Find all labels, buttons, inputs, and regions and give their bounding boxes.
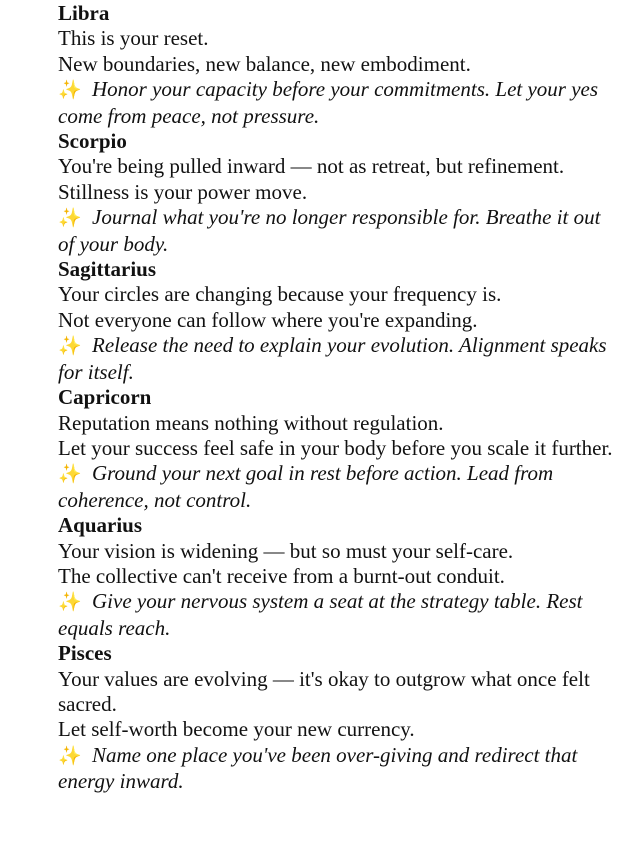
affirmation-text: Ground your next goal in rest before action. Lead from coherence, not control. [58,461,554,512]
affirmation-text: Give your nervous system a seat at the strategy table. Rest equals reach. [58,589,583,640]
sparkles-icon: ✨ [58,463,82,486]
sign-heading: Aquarius [58,513,143,538]
sign-libra [58,1,616,129]
sign-text-line: This is your reset. [58,26,209,51]
sign-sagittarius [58,257,616,385]
affirmation [58,461,616,513]
sign-text-line: Your circles are changing because your frequency is. [58,282,502,307]
sparkles-icon: ✨ [58,335,82,358]
sign-aquarius [58,513,616,641]
sign-text-line: You're being pulled inward — not as retreat, but refinement. [58,154,565,179]
affirmation-text: Journal what you're no longer responsible for. Breathe it out of your body. [58,205,601,256]
sign-text-line: Stillness is your power move. [58,179,308,204]
sign-text-line: Let self-worth become your new currency. [58,717,415,742]
sign-text-line: Not everyone can follow where you're expanding. [58,307,478,332]
affirmation [58,205,616,257]
sparkles-icon: ✨ [58,744,82,767]
affirmation-text: Honor your capacity before your commitments. Let your yes come from peace, not pressure. [58,77,599,128]
affirmation [58,77,616,129]
sign-heading: Scorpio [58,129,127,154]
sign-heading: Sagittarius [58,257,157,282]
affirmation-text: Name one place you've been over-giving and redirect that energy inward. [58,742,578,794]
sign-pisces [58,641,616,794]
sign-scorpio [58,129,616,257]
sparkles-icon: ✨ [58,79,82,102]
affirmation [58,743,616,795]
sign-capricorn [58,385,616,513]
affirmation [58,333,616,385]
sign-text-line: New boundaries, new balance, new embodiment. [58,51,471,76]
sign-text-line: Let your success feel safe in your body before you scale it further. [58,435,613,460]
sparkles-icon: ✨ [58,207,82,230]
sign-text-line: Your values are evolving — it's okay to outgrow what once felt sacred. [58,666,590,716]
sign-text-line: Your vision is widening — but so must your self-care. [58,538,514,563]
sparkles-icon: ✨ [58,591,82,614]
sign-text-line: The collective can't receive from a burnt-out conduit. [58,563,505,588]
sign-heading: Libra [58,1,110,25]
affirmation-text: Release the need to explain your evolution. Alignment speaks for itself. [58,333,607,384]
sign-heading: Pisces [58,641,112,666]
affirmation [58,589,616,641]
sign-text-line: Reputation means nothing without regulation. [58,410,444,435]
sign-heading: Capricorn [58,385,152,410]
